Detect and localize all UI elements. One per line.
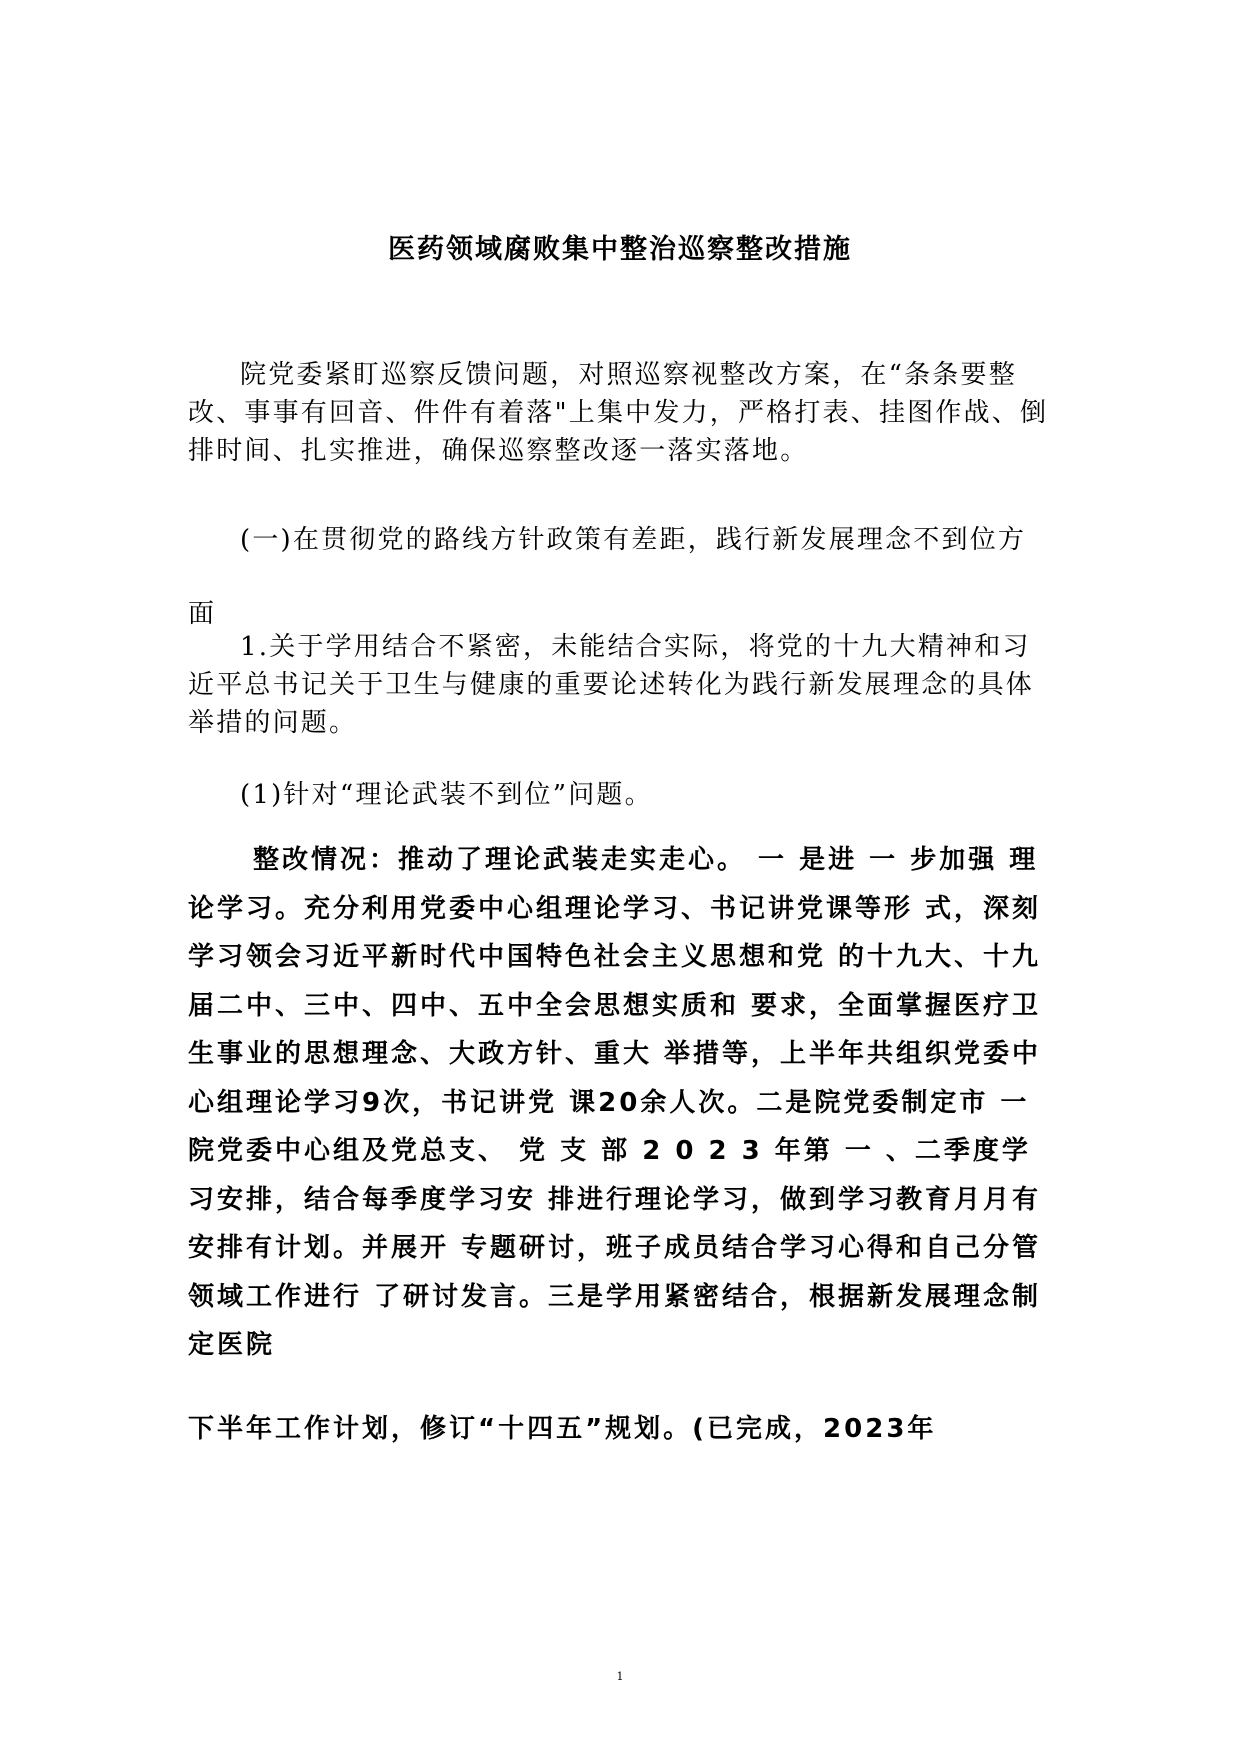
section-heading: (一)在贯彻党的路线方针政策有差距，践行新发展理念不到位方面 xyxy=(188,525,1027,629)
sub-item-paragraph: (1)针对“理论武装不到位”问题。 xyxy=(240,780,653,810)
item-paragraph: 1.关于学用结合不紧密，未能结合实际，将党的十九大精神和习近平总书记关于卫生与健康的重要论述转化为践行新发展理念的具体举措的问题。 xyxy=(188,632,1035,738)
page-number: 1 xyxy=(616,1670,624,1683)
continuation-line: 下半年工作计划，修订“十四五”规划。(已完成，2023年 xyxy=(188,1414,937,1444)
intro-paragraph: 院党委紧盯巡察反馈问题，对照巡察视整改方案，在“条条要整改、事事有回音、件件有着落"上集中发力，严格打表、挂图作战、倒排时间、扎实推进，确保巡察整改逐一落实落地。 xyxy=(188,360,1049,466)
document-title: 医药领域腐败集中整治巡察整改措施 xyxy=(388,234,852,265)
rectification-status-paragraph: 整改情况：推动了理论武装走实走心。 一 是进 一 步加强 理论学习。充分利用党委中心组理论学习、书记讲党课等形 式，深刻学习领会习近平新时代中国特色社会主义思想和党 的十九大、十九届二中、三中、四中、五中全会思想实质和 要求，全面掌握医疗卫生事业的思想理念、大政方针、重大 举措等，上半年共组织党委中心组理论学习9次，书记讲党 课20余人次。二是院党委制定市 一 院党委中心组及党总支、 党 支 部 2 0 2 3 年第 一 、二季度学习安排，结合每季度学习安 排进行理论学习，做到学习教育月月有安排有计划。并展开 专题研讨，班子成员结合学习心得和自己分管领域工作进行 了研讨发言。三是学用紧密结合，根据新发展理念制定医院 xyxy=(188,845,1042,1360)
